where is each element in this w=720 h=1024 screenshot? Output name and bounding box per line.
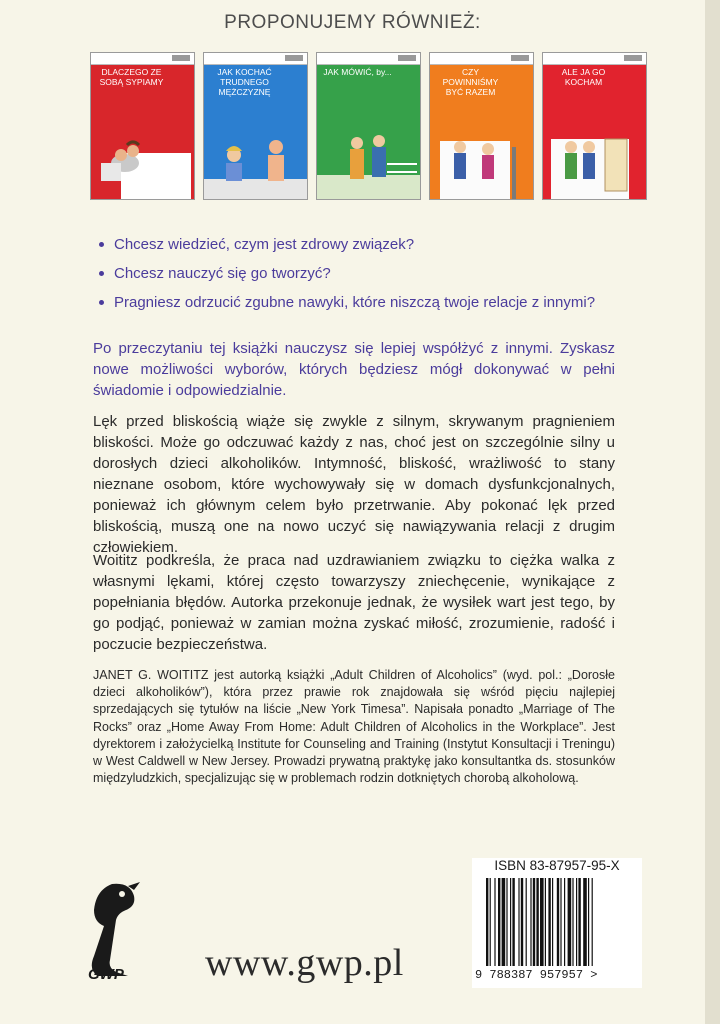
- isbn-label: ISBN 83-87957-95-X: [494, 858, 620, 873]
- barcode-number: 9 788387 957957: [475, 968, 584, 982]
- book-cover-3: [316, 52, 421, 200]
- book-illustration-icon: [430, 133, 533, 199]
- book-illustration-icon: [317, 133, 420, 199]
- book-title: CZY POWINNIŚMY BYĆ RAZEM: [442, 67, 499, 97]
- body-paragraph-2: Woititz podkreśla, że praca nad uzdrawianiem związku to ciężka walka z własnymi lękami, której często towarzyszy zniechęcenie, wynikające z popełniania błędów. Autorka przekonuje jednak, że wysiłek wart jest tego, by go podjąć, ponieważ w zamian można zyskać miłość, zrozumienie, radość i poczucie bezpieczeństwa.: [93, 552, 615, 653]
- book-covers-row: [90, 52, 650, 200]
- publisher-logo-icon: [82, 880, 146, 990]
- book-title: ALE JA GO KOCHAM: [561, 67, 606, 87]
- barcode-digits: [472, 968, 645, 982]
- questions-list: [96, 234, 616, 321]
- book-illustration-icon: [204, 133, 307, 199]
- body-paragraph-1: Lęk przed bliskością wiąże się zwykle z silnym, skrywanym pragnieniem bliskości. Może go odczuwać każdy z nas, choć jest on szczególnie silny u dorosłych dzieci alkoholików. Intymność, bliskość, wrażliwość to stany nieznane osobom, które wychowywały się w domach dysfunkcjonalnych, ponieważ ich głównym celem było przetrwanie. Aby pokonać lęk przed bliskością, muszą one na nowo uczyć się nawiązywania relacji z drugim człowiekiem.: [93, 413, 615, 556]
- book-cover-2: [203, 52, 308, 200]
- publisher-logo-text: GWP: [88, 966, 124, 983]
- publisher-url[interactable]: www.gwp.pl: [205, 942, 404, 984]
- book-cover-4: [429, 52, 534, 200]
- intro-paragraph: Po przeczytaniu tej książki nauczysz się lepiej współżyć z innymi. Zyskasz nowe możliwości wyborów, których będziesz mógł dokonywać w pełni świadomie i odpowiedzialnie.: [93, 340, 615, 399]
- page-title: PROPONUJEMY RÓWNIEŻ:: [224, 12, 481, 33]
- barcode-icon: [472, 858, 642, 988]
- book-cover-5: [542, 52, 647, 200]
- book-illustration-icon: [543, 133, 646, 199]
- list-item: Chcesz nauczyć się go tworzyć?: [96, 263, 616, 284]
- list-item: Pragniesz odrzucić zgubne nawyki, które niszczą twoje relacje z innymi?: [96, 292, 616, 313]
- book-illustration-icon: [91, 133, 194, 199]
- list-item: Chcesz wiedzieć, czym jest zdrowy związek?: [96, 234, 616, 255]
- barcode-bars: [486, 878, 628, 966]
- book-title: JAK KOCHAĆ TRUDNEGO MĘŻCZYZNĘ: [217, 67, 272, 97]
- book-title: JAK MÓWIĆ, by...: [323, 67, 392, 77]
- book-title: DLACZEGO ZE SOBĄ SYPIAMY: [99, 67, 164, 87]
- book-cover-1: [90, 52, 195, 200]
- author-bio: JANET G. WOITITZ jest autorką książki „Adult Children of Alcoholics” (wyd. pol.: „Dorosłe dzieci alkoholików”), która przez prawie rok znajdowała się wśród pięciu najlepiej sprzedających się tytułów na liście „New York Timesa”. Napisała ponadto „Marriage of The Rocks” oraz „Home Away From Home: Adult Children of Alcoholics in the Workplace”. Jest dyrektorem i założycielką Institute for Counseling and Training (Instytut Konsultacji i Treningu) w West Caldwell w New Jersey. Prowadzi prywatną praktykę jako konsultantka ds. stosunków międzyludzkich, specjalizując się w problemach rodzin dotkniętych chorobą alkoholową.: [93, 668, 615, 786]
- page-edge: [705, 0, 720, 1024]
- barcode-arrow: >: [590, 968, 598, 982]
